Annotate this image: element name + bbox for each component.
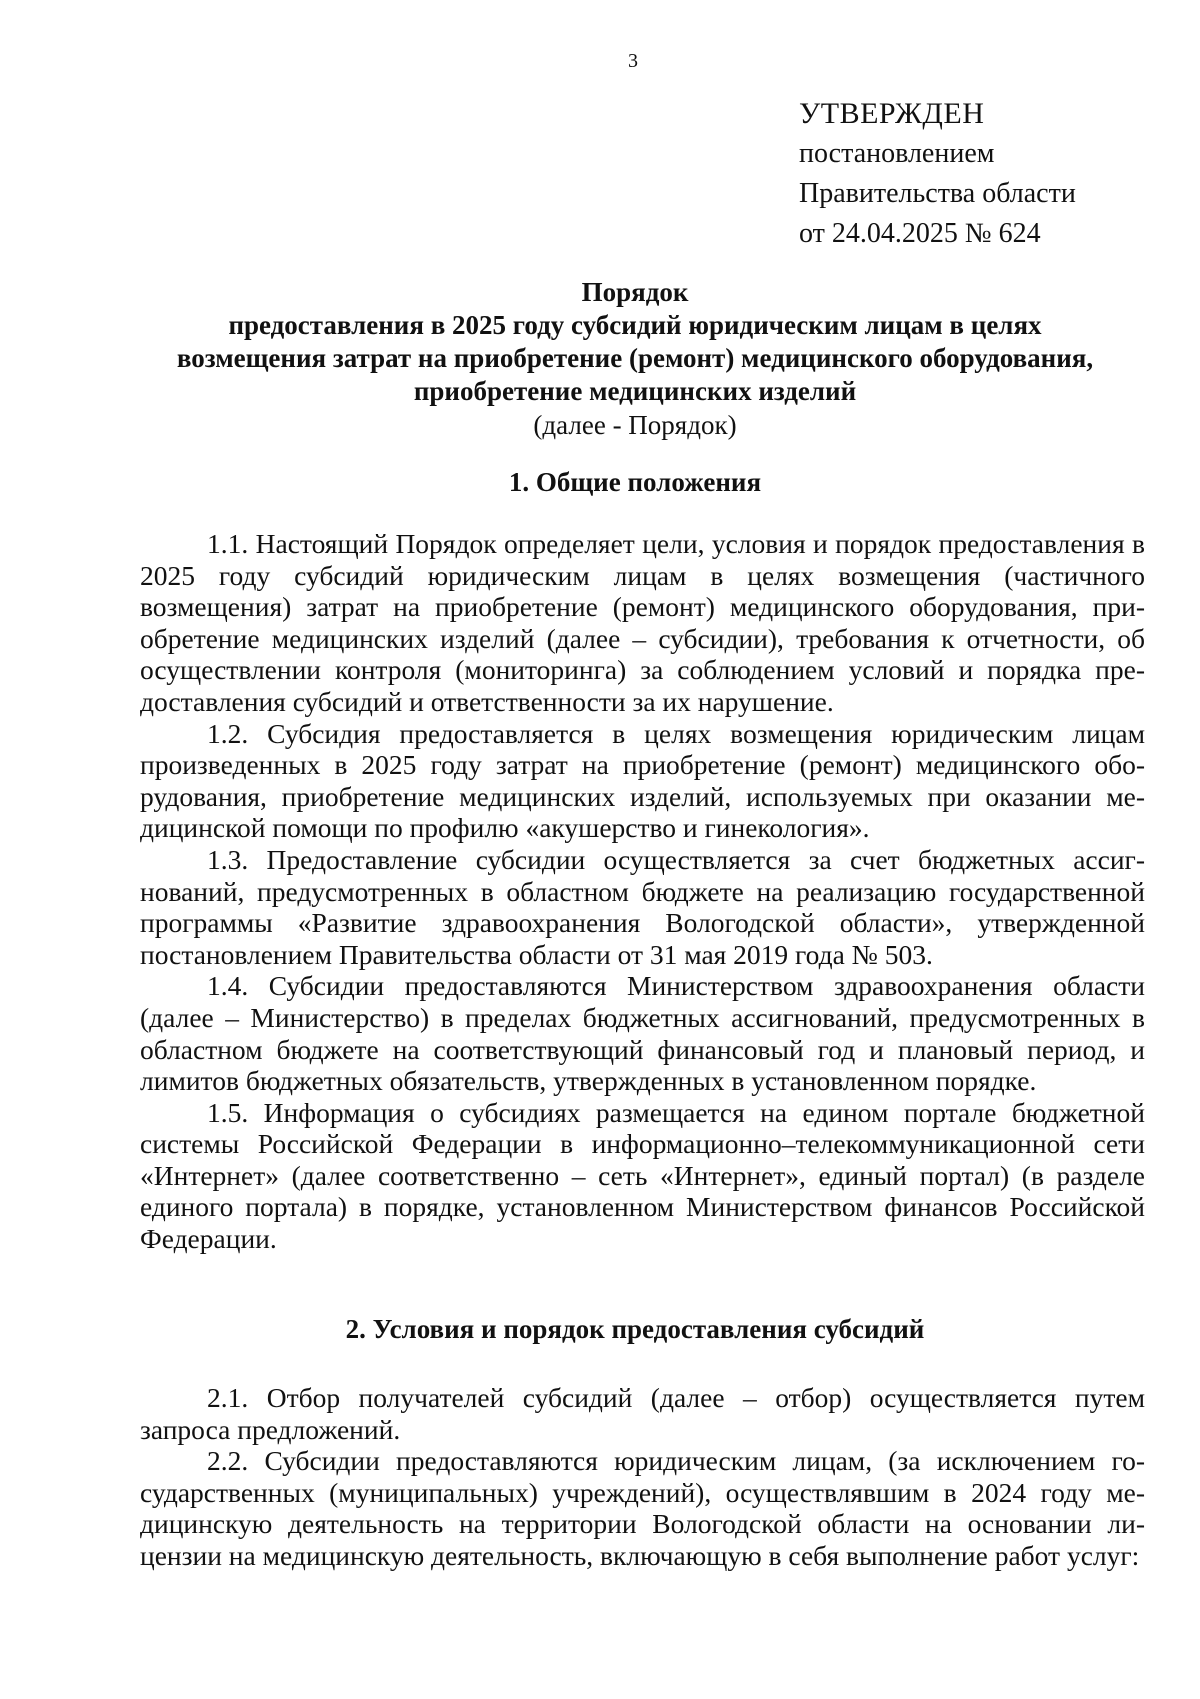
- approval-line: Правительства области: [799, 178, 1076, 209]
- paragraph: 1.5. Информация о субсидиях размещается на едином портале бюджетной системы Российской Федерации в информационно–телекоммуникационной сети «Интернет» (далее соответственно – сеть «Интернет», единый портал) (в разделе единого портала) в порядке, установленном Министерством финансов Российской Федерации.: [140, 1096, 1145, 1255]
- title-line: предоставления в 2025 году субсидий юридическим лицам в целях: [228, 310, 1042, 340]
- paragraph: 1.4. Субсидии предоставляются Министерством здравоохранения области (далее – Министерство) в пределах бюджетных ассигнований, предусмотренных в областном бюджете на соответствующий финансовый год и плановый период, и лимитов бюджетных обязательств, утвержденных в установленном порядке.: [140, 970, 1145, 1097]
- section-2-body: [140, 1382, 1145, 1572]
- section-heading: 1. Общие положения: [508, 467, 762, 497]
- paragraph: 1.2. Субсидия предоставляется в целях возмещения юридическим лицам произведенных в 2025 году затрат на приобретение (ремонт) медицинского оборудования, приобретение медицинских изделий, используемых при оказании медицинской помощи по профилю «акушерство и гинекология».: [140, 717, 1145, 844]
- title-line: приобретение медицинских изделий: [413, 376, 857, 406]
- title-abbreviation: (далее - Порядок): [533, 410, 737, 440]
- document-title: [120, 276, 1150, 443]
- section-heading: 2. Условия и порядок предоставления субсидий: [345, 1314, 925, 1344]
- approval-stamp-block: [799, 94, 1076, 254]
- approval-date-number: от 24.04.2025 № 624: [799, 218, 1041, 249]
- paragraph: 2.2. Субсидии предоставляются юридическим лицам, (за исключением государственных (муниципальных) учреждений), осуществлявшим в 2024 году медицинскую деятельность на территории Вологодской области на основании лицензии на медицинскую деятельность, включающую в себя выполнение работ услуг:: [140, 1445, 1145, 1571]
- title-line: возмещения затрат на приобретение (ремонт) медицинского оборудования,: [176, 343, 1094, 373]
- approval-title: УТВЕРЖДЕН: [799, 97, 985, 130]
- paragraph: 1.1. Настоящий Порядок определяет цели, условия и порядок предоставления в 2025 году субсидий юридическим лицам в целях возмещения (частичного возмещения) затрат на приобретение (ремонт) медицинского оборудования, приобретение медицинских изделий (далее – субсидии), требования к отчетности, об осуществлении контроля (мониторинга) за соблюдением условий и порядка предоставления субсидий и ответственности за их нарушение.: [140, 528, 1145, 717]
- paragraph: 2.1. Отбор получателей субсидий (далее – отбор) осуществляется путем запроса предложений.: [140, 1382, 1145, 1445]
- section-1-body: [140, 528, 1145, 1255]
- title-line: Порядок: [581, 277, 689, 307]
- paragraph: 1.3. Предоставление субсидии осуществляется за счет бюджетных ассигнований, предусмотренных в областном бюджете на реализацию государственной программы «Развитие здравоохранения Вологодской области», утвержденной постановлением Правительства области от 31 мая 2019 года № 503.: [140, 843, 1145, 970]
- page-number: 3: [628, 50, 638, 72]
- approval-line: постановлением: [799, 138, 995, 169]
